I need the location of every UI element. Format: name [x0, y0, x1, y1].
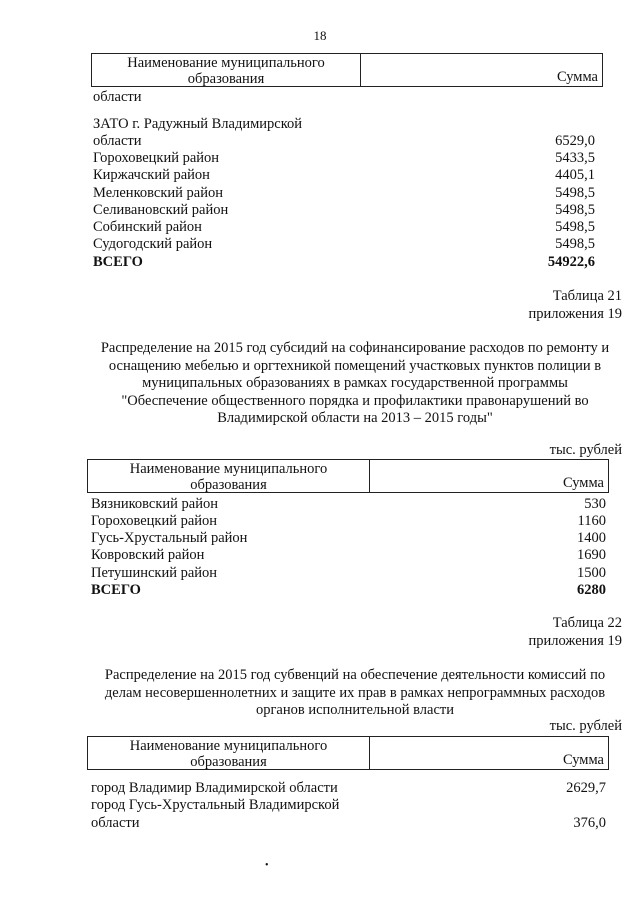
row-value: 4405,1	[555, 167, 595, 183]
total-row	[93, 254, 595, 271]
row-value: 2629,7	[566, 780, 606, 796]
table-row	[91, 513, 606, 530]
row-name: Ковровский район	[91, 547, 205, 563]
row-name: Киржачский район	[93, 167, 210, 183]
appendix-ref: приложения 19	[528, 633, 622, 649]
row-name: Гусь-Хрустальный район	[91, 530, 248, 546]
row-value: 1690	[577, 547, 606, 563]
row-value: 530	[584, 496, 606, 512]
row-name: Собинский район	[93, 219, 202, 235]
table22-label	[529, 614, 622, 650]
table21-label	[529, 287, 622, 323]
table-number: Таблица 21	[552, 288, 622, 304]
row-name: Гороховецкий район	[93, 150, 220, 166]
table-row	[93, 167, 595, 184]
total-value: 6280	[577, 582, 606, 598]
row-name: области	[93, 133, 142, 149]
total-label: ВСЕГО	[91, 582, 141, 598]
scan-speck: •	[265, 860, 269, 871]
row-name: области	[91, 815, 140, 831]
title-line: делам несовершеннолетних и защите их прав в рамках непрограммных расходов	[104, 684, 606, 701]
header-name-line1: Наименование муниципального	[127, 55, 325, 71]
row-name: Гороховецкий район	[91, 513, 218, 529]
row-name: Судогодский район	[93, 236, 213, 252]
header-sum-cell: Сумма	[562, 752, 604, 768]
row-value: 376,0	[573, 815, 606, 831]
header-sum-cell: Сумма	[562, 475, 604, 491]
table-row	[93, 236, 595, 253]
total-label: ВСЕГО	[93, 254, 143, 270]
table22-title	[88, 667, 622, 720]
page-number: 18	[313, 28, 327, 43]
header-name-line2: образования	[190, 477, 267, 493]
table-header	[87, 459, 609, 493]
header-name-cell	[92, 54, 361, 86]
header-name-line2: образования	[187, 71, 265, 87]
table-header	[87, 736, 609, 770]
table-row	[91, 530, 606, 547]
title-line: Распределение на 2015 год субсидий на софинансирование расходов по ремонту и	[100, 340, 610, 356]
unit-label: тыс. рублей	[549, 718, 622, 734]
row-value: 1500	[577, 565, 606, 581]
row-name: Вязниковский район	[91, 496, 218, 512]
row-value: 5498,5	[555, 236, 595, 252]
row-name: Петушинский район	[91, 565, 218, 581]
unit-label: тыс. рублей	[549, 442, 622, 458]
title-line: муниципальных образованиях в рамках государственной программы	[142, 375, 568, 391]
total-row	[91, 582, 606, 599]
table-number: Таблица 22	[552, 615, 622, 631]
table-row	[91, 780, 606, 797]
table-row	[93, 150, 595, 167]
row-name: Селивановский район	[93, 202, 229, 218]
appendix-ref: приложения 19	[528, 306, 622, 322]
table-row	[93, 116, 595, 133]
row-name: Меленковский район	[93, 185, 223, 201]
title-line: Владимирской области на 2013 – 2015 годы"	[217, 410, 493, 426]
header-sum-cell: Сумма	[556, 69, 598, 85]
row-value: 5498,5	[555, 219, 595, 235]
row-name: ЗАТО г. Радужный Владимирской	[93, 116, 303, 132]
table-row	[93, 185, 595, 202]
total-value: 54922,6	[547, 254, 595, 270]
title-line: оснащению мебелью и оргтехникой помещений участковых пунктов полиции в	[108, 357, 602, 374]
header-name-line1: Наименование муниципального	[129, 461, 328, 477]
table-row	[91, 815, 606, 832]
table-row	[91, 565, 606, 582]
row-value: 6529,0	[555, 133, 595, 149]
table-row	[93, 133, 595, 150]
table-row	[91, 496, 606, 513]
row-value: 1400	[577, 530, 606, 546]
row-value: 5498,5	[555, 202, 595, 218]
table-row	[91, 547, 606, 564]
lead-text: области	[93, 89, 142, 105]
table-row	[91, 797, 606, 814]
table-header-continued	[91, 53, 603, 87]
header-name-line1: Наименование муниципального	[129, 738, 328, 754]
title-line: "Обеспечение общественного порядка и профилактики правонарушений во	[121, 392, 589, 409]
table-row	[93, 219, 595, 236]
row-value: 1160	[577, 513, 606, 529]
row-value: 5433,5	[555, 150, 595, 166]
header-name-cell	[88, 737, 370, 769]
title-line: Распределение на 2015 год субвенций на обеспечение деятельности комиссий по	[104, 667, 606, 683]
header-name-line2: образования	[190, 754, 267, 770]
title-line: органов исполнительной власти	[255, 702, 454, 718]
header-name-cell	[88, 460, 370, 492]
row-value: 5498,5	[555, 185, 595, 201]
table21-title	[88, 340, 622, 428]
row-name: город Гусь-Хрустальный Владимирской	[91, 797, 340, 813]
table-row	[93, 202, 595, 219]
row-name: город Владимир Владимирской области	[91, 780, 338, 796]
